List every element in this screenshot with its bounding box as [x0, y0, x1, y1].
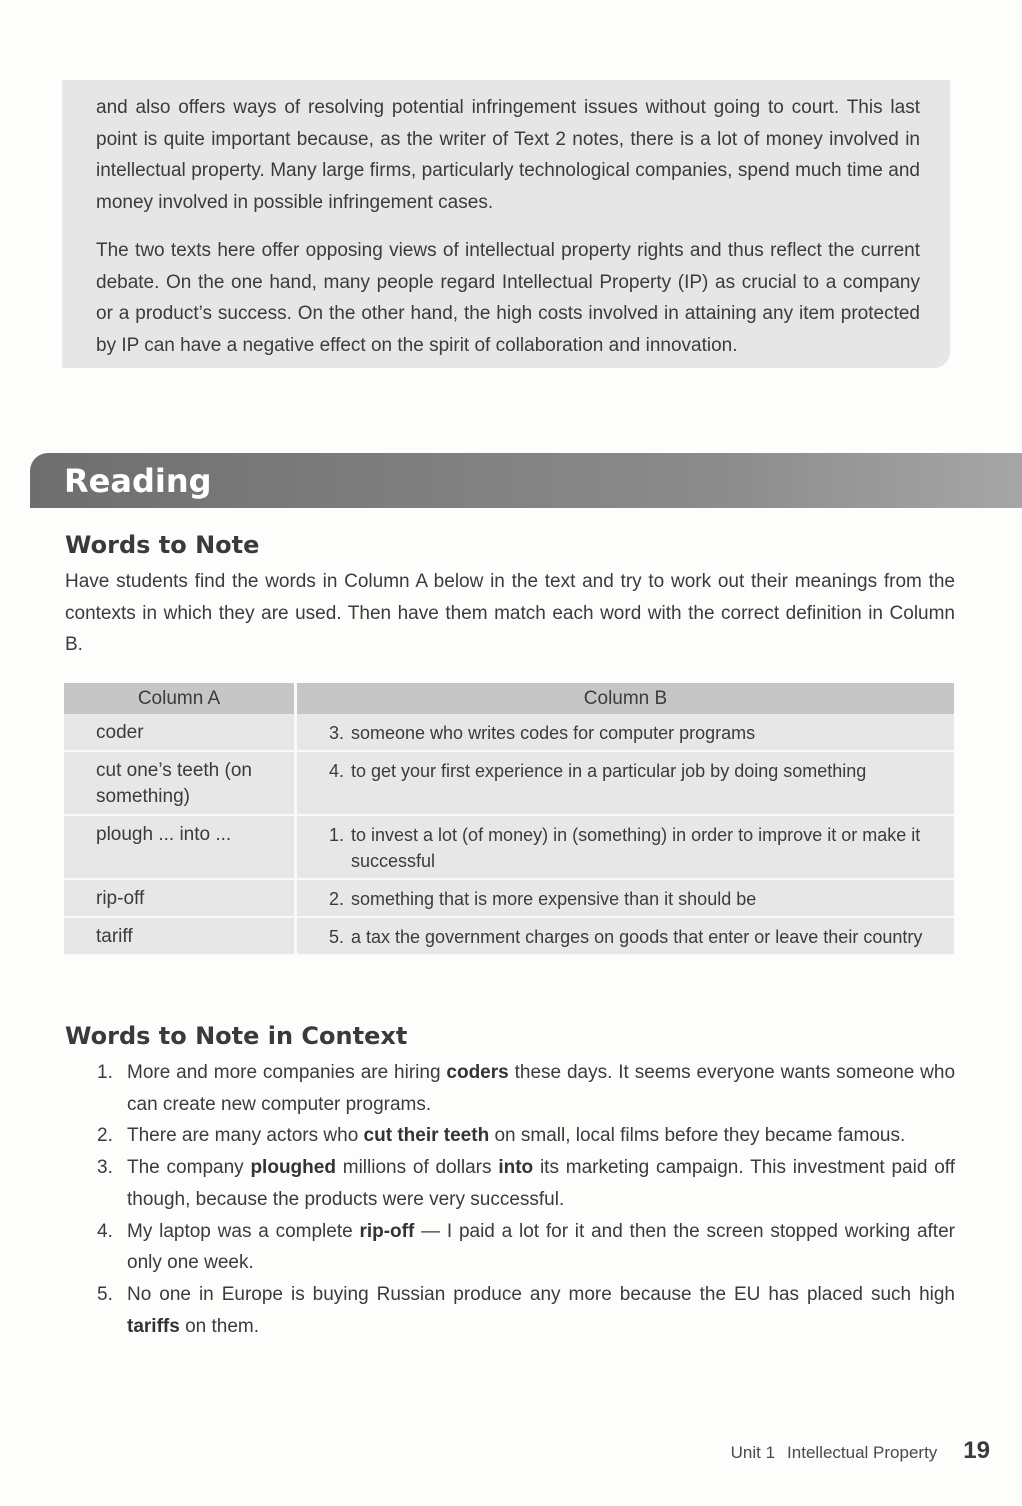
context-sentence-list [65, 1057, 955, 1342]
list-item [65, 1057, 955, 1120]
definition-number: 1. [329, 825, 345, 845]
page-number: 19 [963, 1437, 990, 1464]
word-cell: plough ... into ... [64, 815, 296, 879]
definition-text: a tax the government charges on goods that enter or leave their country [351, 927, 923, 947]
table-row [64, 879, 954, 917]
column-b-header: Column B [296, 683, 955, 714]
word-cell: tariff [64, 917, 296, 955]
definition-cell [296, 879, 955, 917]
page-footer [731, 1437, 990, 1465]
key-term: rip-off [359, 1220, 415, 1242]
definition-number: 4. [329, 761, 345, 781]
item-number: 4. [97, 1220, 113, 1242]
key-term: tariffs [127, 1315, 180, 1337]
definition-number: 2. [329, 889, 345, 909]
word-cell: coder [64, 714, 296, 751]
list-item [65, 1120, 955, 1152]
item-number: 3. [97, 1157, 113, 1179]
section-header-bar [30, 453, 1022, 508]
list-item [65, 1152, 955, 1215]
key-term: ploughed [250, 1157, 336, 1179]
table-row [64, 751, 954, 815]
definition-number: 5. [329, 927, 345, 947]
definition-cell [296, 714, 955, 751]
key-term: into [498, 1157, 534, 1179]
key-term: cut their teeth [363, 1125, 490, 1147]
item-number: 1. [97, 1062, 113, 1083]
definition-text: someone who writes codes for computer programs [351, 723, 756, 743]
instructions-text: Have students find the words in Column A below in the text and try to work out their meanings from the contexts in which they are used. Then have them match each word with the correct definition in Column B. [65, 571, 955, 656]
item-number: 2. [97, 1125, 113, 1147]
definition-number: 3. [329, 723, 345, 743]
definition-text: to get your first experience in a particular job by doing something [351, 761, 867, 781]
key-term: coders [446, 1062, 509, 1083]
table-row [64, 815, 954, 879]
intro-paragraph: and also offers ways of resolving potential infringement issues without going to court. This last point is quite important because, as the writer of Text 2 notes, there is a lot of money involved in intellectual property. Many large firms, particularly technological companies, spend much time and money involved in possible infringement cases. [96, 97, 920, 214]
definition-cell [296, 815, 955, 879]
context-sentence: More and more companies are hiring coders these days. It seems everyone wants someone who can create new computer programs. [127, 1062, 956, 1115]
context-sentence: My laptop was a complete rip-off — I paid a lot for it and then the screen stopped working after only one week. [127, 1220, 955, 1274]
context-sentence: The company ploughed millions of dollars into its marketing campaign. This investment paid off though, because the products were very successful. [127, 1157, 955, 1210]
list-item [65, 1279, 955, 1342]
word-cell: cut one’s teeth (on something) [64, 751, 296, 815]
words-in-context-heading: Words to Note in Context [65, 1022, 408, 1050]
item-number: 5. [97, 1283, 113, 1305]
word-cell: rip-off [64, 879, 296, 917]
definition-cell [296, 917, 955, 955]
vocabulary-table [64, 683, 954, 956]
definition-text: to invest a lot (of money) in (something) in order to improve it or make it successful [351, 825, 921, 871]
words-to-note-heading: Words to Note [65, 531, 260, 559]
definition-cell [296, 751, 955, 815]
definition-text: something that is more expensive than it should be [351, 889, 757, 909]
footer-title: Intellectual Property [787, 1443, 938, 1462]
table-row [64, 714, 954, 751]
list-item [65, 1216, 955, 1279]
context-sentence: No one in Europe is buying Russian produce any more because the EU has placed such high tariffs on them. [127, 1283, 955, 1337]
intro-text-box [62, 80, 950, 368]
intro-paragraph: The two texts here offer opposing views of intellectual property rights and thus reflect the current debate. On the one hand, many people regard Intellectual Property (IP) as crucial to a company or a product’s success. On the other hand, the high costs involved in attaining any item protected by IP can have a negative effect on the spirit of collaboration and innovation. [96, 239, 920, 356]
section-title: Reading [64, 462, 212, 500]
table-row [64, 917, 954, 955]
context-sentence: There are many actors who cut their teeth on small, local films before they became famous. [127, 1125, 906, 1147]
table-header-row [64, 683, 954, 714]
footer-unit: Unit 1 [730, 1443, 776, 1462]
column-a-header: Column A [64, 683, 296, 714]
